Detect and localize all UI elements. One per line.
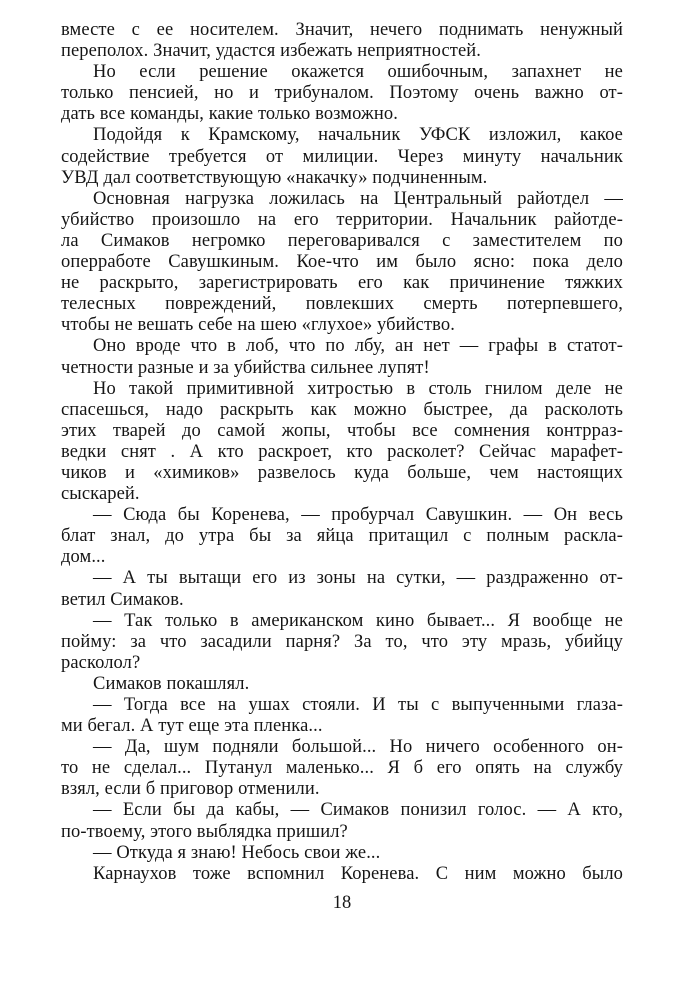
text-line: — Откуда я знаю! Небось свои же...	[93, 842, 381, 863]
text-line: Подойдя к Крамскому, начальник УФСК изложил, какое	[93, 125, 623, 146]
text-line: оперработе Савушкиным. Кое-что им было ясно: пока дело	[61, 252, 623, 273]
text-line: дать все команды, какие только возможно.	[61, 104, 398, 125]
text-line: вместе с ее носителем. Значит, нечего поднимать ненужный	[61, 20, 623, 40]
text-line: — Так только в американском кино бывает... Я вообще не	[93, 610, 623, 631]
text-line: четности разные и за убийства сильнее лупят!	[61, 357, 430, 378]
page-number: 18	[332, 893, 352, 913]
text-line: блат знал, до утра бы за яйца притащил с полным раскла-	[61, 526, 623, 547]
text-line: ми бегал. А тут еще эта пленка...	[61, 716, 323, 737]
text-line: ла Симаков негромко переговаривался с заместителем по	[61, 230, 623, 251]
text-line: Оно вроде что в лоб, что по лбу, ан нет — графы в статот-	[93, 336, 623, 357]
text-line: — Сюда бы Коренева, — пробурчал Савушкин. — Он весь	[93, 505, 623, 526]
text-line: — Тогда все на ушах стояли. И ты с выпученными глаза-	[93, 695, 623, 715]
text-line: пойму: за что засадили парня? За то, что эту мразь, убийцу	[61, 631, 623, 652]
text-line: не раскрыто, зарегистрировать его как причинение тяжких	[61, 273, 623, 294]
text-line: Но если решение окажется ошибочным, запахнет не	[93, 62, 623, 83]
text-line: УВД дал соответствующую «накачку» подчиненным.	[61, 167, 488, 188]
text-line: содействие требуется от милиции. Через минуту начальник	[61, 146, 623, 167]
text-line: по-твоему, этого выблядка пришил?	[61, 821, 348, 842]
text-line: — Да, шум подняли большой... Но ничего особенного он-	[93, 737, 623, 758]
text-line: ведки снят . А кто раскроет, кто расколет? Сейчас марафет-	[61, 441, 623, 462]
text-line: телесных повреждений, повлекших смерть потерпевшего,	[61, 294, 623, 315]
text-line: только пенсией, но и трибуналом. Поэтому очень важно от-	[61, 83, 623, 104]
text-line: чтобы не вешать себе на шею «глухое» убийство.	[61, 315, 455, 336]
text-line: то не сделал... Путанул маленько... Я б его опять на службу	[61, 758, 623, 779]
text-line: сыскарей.	[61, 484, 140, 505]
text-line: убийство произошло на его территории. Начальник райотде-	[61, 209, 623, 230]
text-line: взял, если б приговор отменили.	[61, 779, 320, 800]
text-line: Симаков покашлял.	[93, 673, 250, 694]
text-block	[61, 20, 623, 885]
text-line: чиков и «химиков» развелось куда больше, чем настоящих	[61, 462, 623, 483]
text-line: ветил Симаков.	[61, 589, 184, 610]
text-line: Но такой примитивной хитростью в столь гнилом деле не	[93, 378, 623, 399]
text-line: спасешься, надо раскрыть как можно быстрее, да расколоть	[61, 399, 623, 420]
text-line: — А ты вытащи его из зоны на сутки, — раздраженно от-	[93, 568, 623, 589]
text-line: — Если бы да кабы, — Симаков понизил голос. — А кто,	[93, 800, 623, 821]
text-line: расколол?	[61, 652, 141, 673]
text-line: переполох. Значит, удастся избежать неприятностей.	[61, 41, 482, 62]
text-line: дом...	[61, 547, 106, 568]
text-line: этих тварей до самой жопы, чтобы все сомнения контрраз-	[61, 420, 623, 441]
text-line: Основная нагрузка ложилась на Центральный райотдел —	[93, 188, 623, 209]
text-line: Карнаухов тоже вспомнил Коренева. С ним можно было	[93, 863, 623, 884]
